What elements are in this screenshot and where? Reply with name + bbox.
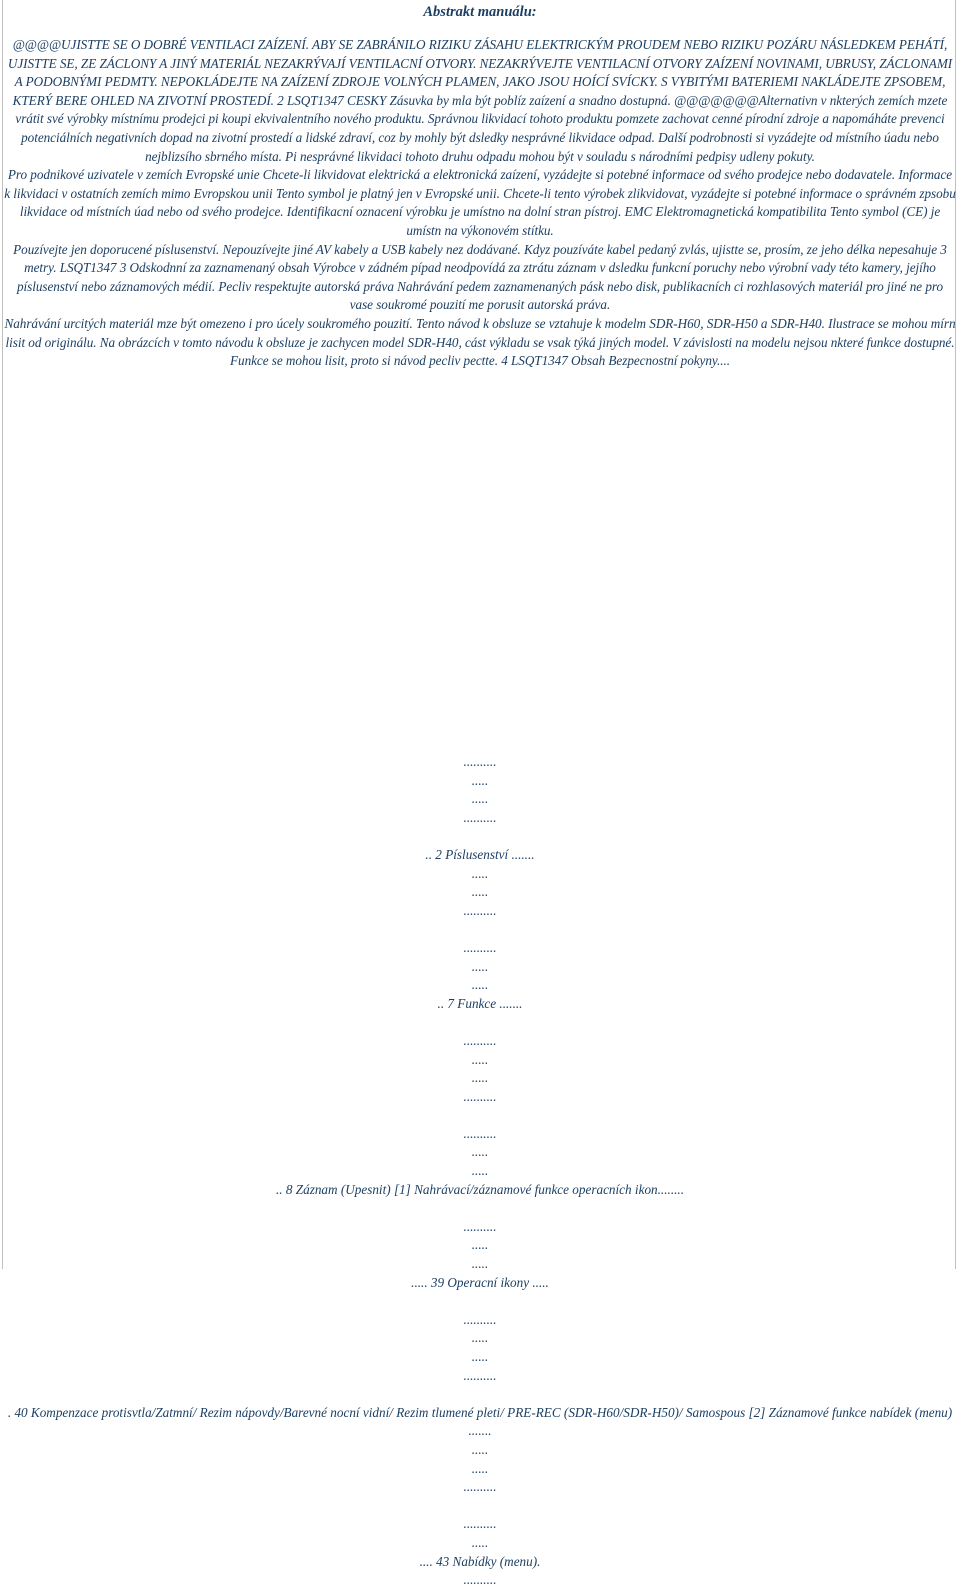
document-body xyxy=(4,36,956,371)
toc-line: ..... xyxy=(471,1349,489,1364)
toc-line: ..... xyxy=(471,1534,489,1550)
toc-line: ..... xyxy=(471,772,489,788)
toc-line: .......... xyxy=(463,754,497,769)
toc-line: .... 43 Nabídky (menu). xyxy=(419,1553,541,1569)
paragraph-accessories: Pouzívejte jen doporucené píslusenství. Nepouzívejte jiné AV kabely a USB kabely nez dodávané. Kdyz pouzíváte kabel pedaný zvlás, ujistte se, prosím, ze jeho délka nepesahuje 3 metry. LSQT1347 3 Odskodnní za zaznamenaný obsah Výrobce v zádném pípad neodpovídá za ztrátu záznam v dsledku funkcní poruchy nebo výrobní vady této kamery, jejího píslusenství nebo záznamových médií. Pecliv respektujte autorská práva Nahrávání pedem zaznamenaných pásk nebo disk, publikacních ci rozhlasových materiál pro jiné ne pro vase soukromé pouzití me porusit autorská práva. xyxy=(13,241,947,313)
paragraph-safety: @@@@UJISTTE SE O DOBRÉ VENTILACI ZAÍZENÍ. ABY SE ZABRÁNILO RIZIKU ZÁSAHU ELEKTRICKÝM PROUDEM NEBO RIZIKU POZÁRU NÁSLEDKEM PEHÁTÍ, UJISTTE SE, ZE ZÁCLONY A JINÝ MATERIÁL NEZAKRÝVAJÍ VENTILACNÍ OTVORY. NEZAKRÝVEJTE VENTILACNÍ OTVORY ZAÍZENÍ NOVINAMI, UBRUSY, ZÁCLONAMI A PODOBNÝMI PEDMTY. NEPOKLÁDEJTE NA ZAÍZENÍ ZDROJE VOLNÝCH PLAMEN, JAKO JSOU HOÍCÍ SVÍCKY. S VYBITÝMI BATERIEMI NAKLÁDEJTE ZPSOBEM, KTERÝ BERE OHLED NA ZIVOTNÍ PROSTEDÍ. 2 LSQT1347 CESKY Zásuvka by mla být poblíz zaízení a snadno dostupná. @@@@@@@Alternativn v nkterých zemích mzete vrátit své výrobky místnímu prodejci pi koupi ekvivalentního nového produktu. Správnou likvidací tohoto produktu pomzete zachovat cenné pírodní zdroje a napomáháte prevenci potenciálních negativních dopad na zivotní prostedí a lidské zdraví, coz by mohly být dsledky nesprávné likvidace odpad. Další podrobnosti si vyzádejte od místního úadu nebo nejblizsího sbrného místa. Pi nesprávné likvidaci tohoto druhu odpadu mohou být v souladu s národními pedpisy udleny pokuty. xyxy=(7,37,953,164)
toc-line: ..... xyxy=(471,1070,489,1086)
toc-line: .......... xyxy=(463,1088,497,1104)
toc-line: .......... xyxy=(463,1125,497,1141)
table-of-contents xyxy=(4,753,956,1590)
toc-line: .......... xyxy=(463,1311,497,1327)
toc-line: .......... xyxy=(463,939,497,955)
toc-line: ..... xyxy=(471,865,489,881)
toc-line: .......... xyxy=(463,1516,497,1532)
toc-spacer xyxy=(4,827,956,846)
toc-line: ..... xyxy=(471,958,489,974)
toc-line: .. 2 Píslusenství ....... xyxy=(425,846,535,862)
toc-line: .......... xyxy=(463,1218,497,1234)
toc-line: ..... xyxy=(471,1330,489,1346)
toc-line: ..... 39 Operacní ikony ..... xyxy=(411,1274,549,1290)
toc-line: .......... xyxy=(463,1367,497,1383)
toc-line: ..... xyxy=(471,884,489,900)
toc-line: .. 7 Funkce ....... xyxy=(437,995,523,1011)
toc-spacer xyxy=(4,920,956,939)
toc-line: ..... xyxy=(471,1144,489,1160)
toc-line: ..... xyxy=(471,1441,489,1457)
toc-line: ..... xyxy=(471,1163,489,1179)
toc-line: .......... xyxy=(463,1572,497,1588)
toc-spacer xyxy=(4,1497,956,1516)
document-title: Abstrakt manuálu: xyxy=(423,4,537,20)
toc-spacer xyxy=(4,1106,956,1125)
toc-line: ..... xyxy=(471,977,489,993)
toc-spacer xyxy=(4,1292,956,1311)
toc-line: .......... xyxy=(463,1479,497,1495)
toc-line: .. 8 Záznam (Upesnit) [1] Nahrávací/záznamové funkce operacních ikon........ xyxy=(275,1181,685,1197)
toc-line: .......... xyxy=(463,902,497,918)
toc-line: . 40 Kompenzace protisvtla/Zatmní/ Rezim nápovdy/Barevné nocní vidní/ Rezim tlumené pleti/ PRE-REC (SDR-H60/SDR-H50)/ Samospous [2] Záznamové funkce nabídek (menu) ....... xyxy=(7,1404,953,1439)
paragraph-models: Nahrávání urcitých materiál mze být omezeno i pro úcely soukromého pouzití. Tento návod k obsluze se vztahuje k modelm SDR-H60, SDR-H50 a SDR-H40. Ilustrace se mohou mírn lisit od originálu. Na obrázcích v tomto návodu k obsluze je zachycen model SDR-H40, cást výkladu se vsak týká jiných model. V závislosti na modelu nejsou nkteré funkce dostupné. Funkce se mohou lisit, proto si návod pecliv pectte. 4 LSQT1347 Obsah Bezpecnostní pokyny.... xyxy=(4,315,956,369)
toc-spacer xyxy=(4,1385,956,1404)
toc-spacer xyxy=(4,1013,956,1032)
toc-line: ..... xyxy=(471,1051,489,1067)
toc-line: ..... xyxy=(471,1460,489,1476)
paragraph-disposal: Pro podnikové uzivatele v zemích Evropské unie Chcete-li likvidovat elektrická a elektronická zaízení, vyzádejte si potebné informace od svého prodejce nebo dodavatele. Informace k likvidaci v ostatních zemích mimo Evropskou unii Tento symbol je platný jen v Evropské unii. Chcete-li tento výrobek zlikvidovat, vyzádejte si potebné informace o správném zpsobu likvidace od místních úad nebo od svého prodejce. Identifikacní oznacení výrobku je umístno na dolní stran pístroj. EMC Elektromagnetická kompatibilita Tento symbol (CE) je umístn na výkonovém stítku. xyxy=(4,167,956,238)
toc-line: .......... xyxy=(463,1032,497,1048)
toc-line: ..... xyxy=(471,791,489,807)
toc-line: .......... xyxy=(463,809,497,825)
toc-spacer xyxy=(4,1199,956,1218)
toc-line: ..... xyxy=(471,1237,489,1253)
toc-line: ..... xyxy=(471,1256,489,1272)
